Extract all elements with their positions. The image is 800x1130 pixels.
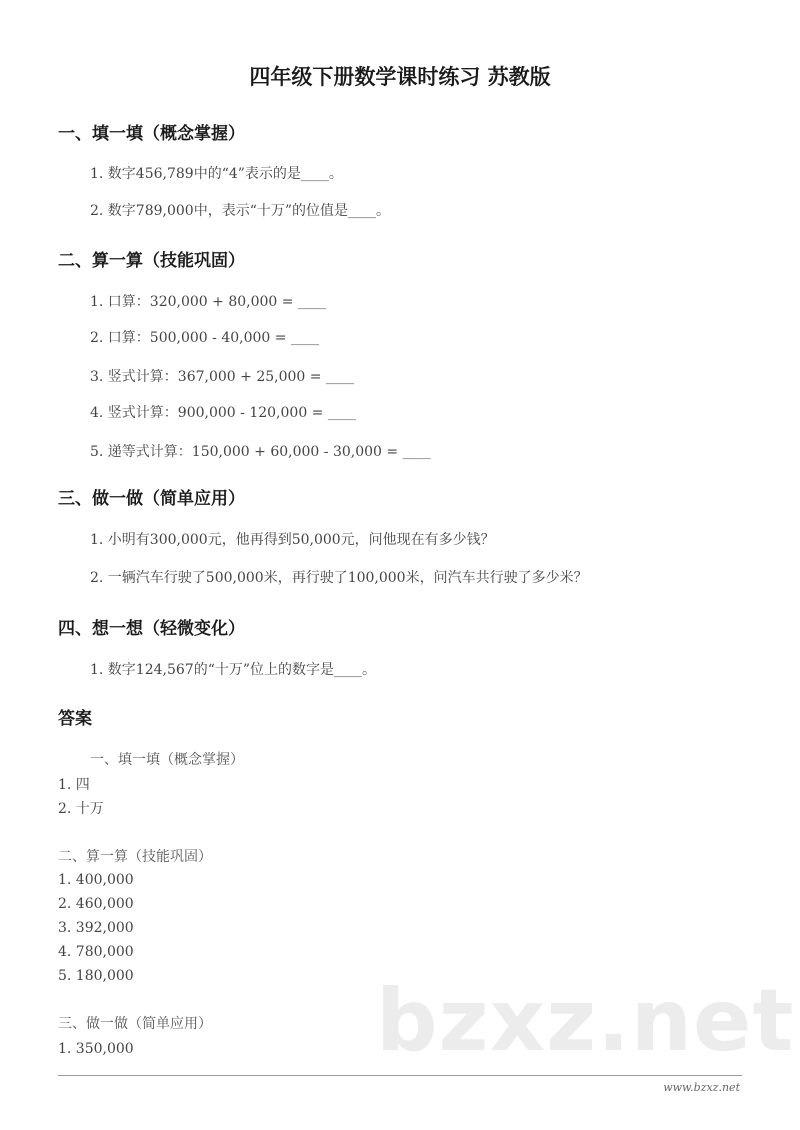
- question: 1. 数字124,567的“十万”位上的数字是____。: [90, 662, 377, 678]
- question: 1. 小明有300,000元，他再得到50,000元，问他现在有多少钱？: [90, 532, 495, 548]
- question: 1. 数字456,789中的“4”表示的是____。: [90, 166, 343, 182]
- footer-divider: [58, 1075, 742, 1076]
- question: 2. 口算：500,000 - 40,000 = ____: [90, 330, 319, 346]
- question: 2. 一辆汽车行驶了500,000米，再行驶了100,000米，问汽车共行驶了多少米？: [90, 570, 588, 586]
- page-title: 四年级下册数学课时练习 苏教版: [249, 64, 551, 89]
- answer-item: 5. 180,000: [58, 968, 134, 984]
- question: 2. 数字789,000中，表示“十万”的位值是____。: [90, 203, 391, 219]
- answer-item: 1. 350,000: [58, 1041, 134, 1057]
- question: 1. 口算：320,000 + 80,000 = ____: [90, 294, 326, 310]
- answer-item: 1. 400,000: [58, 872, 134, 888]
- answer-item: 1. 四: [58, 777, 90, 793]
- answer-group-heading: 一、填一填（概念掌握）: [90, 752, 244, 768]
- answer-group-heading: 二、算一算（技能巩固）: [58, 849, 212, 865]
- answer-group-heading: 三、做一做（简单应用）: [58, 1016, 212, 1032]
- answers-heading: 答案: [58, 709, 92, 729]
- answer-item: 4. 780,000: [58, 944, 134, 960]
- watermark: bzxz.net: [376, 971, 795, 1071]
- section-heading: 二、算一算（技能巩固）: [58, 251, 245, 271]
- question: 3. 竖式计算：367,000 + 25,000 = ____: [90, 369, 354, 385]
- answer-item: 2. 十万: [58, 801, 104, 817]
- footer-site-link[interactable]: www.bzxz.net: [663, 1081, 740, 1094]
- section-heading: 一、填一填（概念掌握）: [58, 124, 245, 144]
- question: 4. 竖式计算：900,000 - 120,000 = ____: [90, 405, 356, 421]
- question: 5. 递等式计算：150,000 + 60,000 - 30,000 = ____: [90, 444, 431, 460]
- answer-item: 2. 460,000: [58, 896, 134, 912]
- section-heading: 三、做一做（简单应用）: [58, 489, 245, 509]
- answer-item: 3. 392,000: [58, 920, 134, 936]
- section-heading: 四、想一想（轻微变化）: [58, 619, 245, 639]
